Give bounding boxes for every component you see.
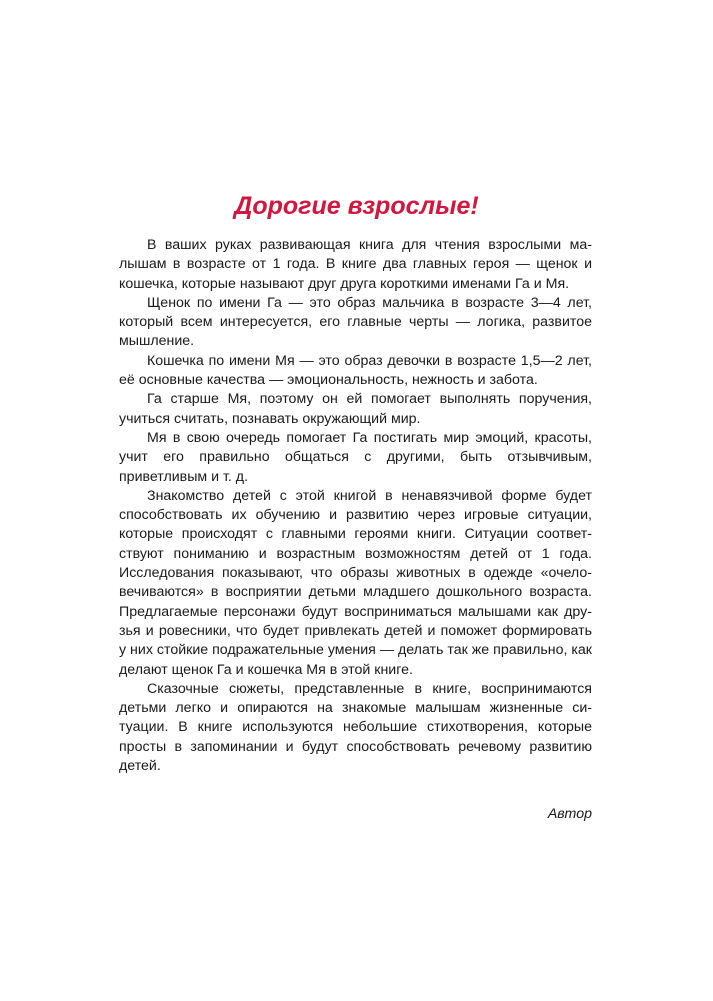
author-signature: Автор bbox=[547, 806, 592, 822]
page-title: Дорогие взрослые! bbox=[234, 192, 479, 220]
paragraph: Знакомство детей с этой книгой в ненавязчивой форме будет способствовать их обучению и развитию через игровые ситуации, которые происходят с главными героями книги. Ситуации соответствуют пониманию и возрастным возможностям детей от 1 года. Исследования показывают, что образы животных в одежде «очеловечиваются» в восприятии детьми младшего дошкольного возраста. Предлагаемые персонажи будут восприниматься малышами как друзья и ровесники, что будет привлекать детей и поможет формировать у них стойкие подражательные умения — делать так же правильно, как делают щенок Га и кошечка Мя в этой книге. bbox=[119, 487, 592, 678]
paragraph: Га старше Мя, поэтому он ей помогает выполнять поручения, учиться считать, познавать окружающий мир. bbox=[119, 391, 592, 427]
paragraph: Кошечка по имени Мя — это образ девочки в возрасте 1,5—2 лет, её основные качества — эмоциональность, нежность и забота. bbox=[119, 352, 592, 389]
body-text bbox=[119, 236, 592, 776]
paragraph: Сказочные сюжеты, представленные в книге, воспринимаются детьми легко и опираются на знакомые малышам жизненные ситуации. В книге используются небольшие стихотворения, которые просты в запоминании и будут способствовать речевому развитию детей. bbox=[119, 680, 592, 775]
paragraph: Щенок по имени Га — это образ мальчика в возрасте 3—4 лет, который всем интересуется, его главные черты — логика, развитое мышление. bbox=[119, 294, 592, 350]
paragraph: В ваших руках развивающая книга для чтения взрослыми малышам в возрасте от 1 года. В книге два главных героя — щенок и кошечка, которые называют друг друга короткими именами Га и Мя. bbox=[119, 237, 592, 292]
paragraph: Мя в свою очередь помогает Га постигать мир эмоций, красоты, учит его правильно общаться с другими, быть отзывчивым, приветливым и т. д. bbox=[119, 429, 592, 485]
